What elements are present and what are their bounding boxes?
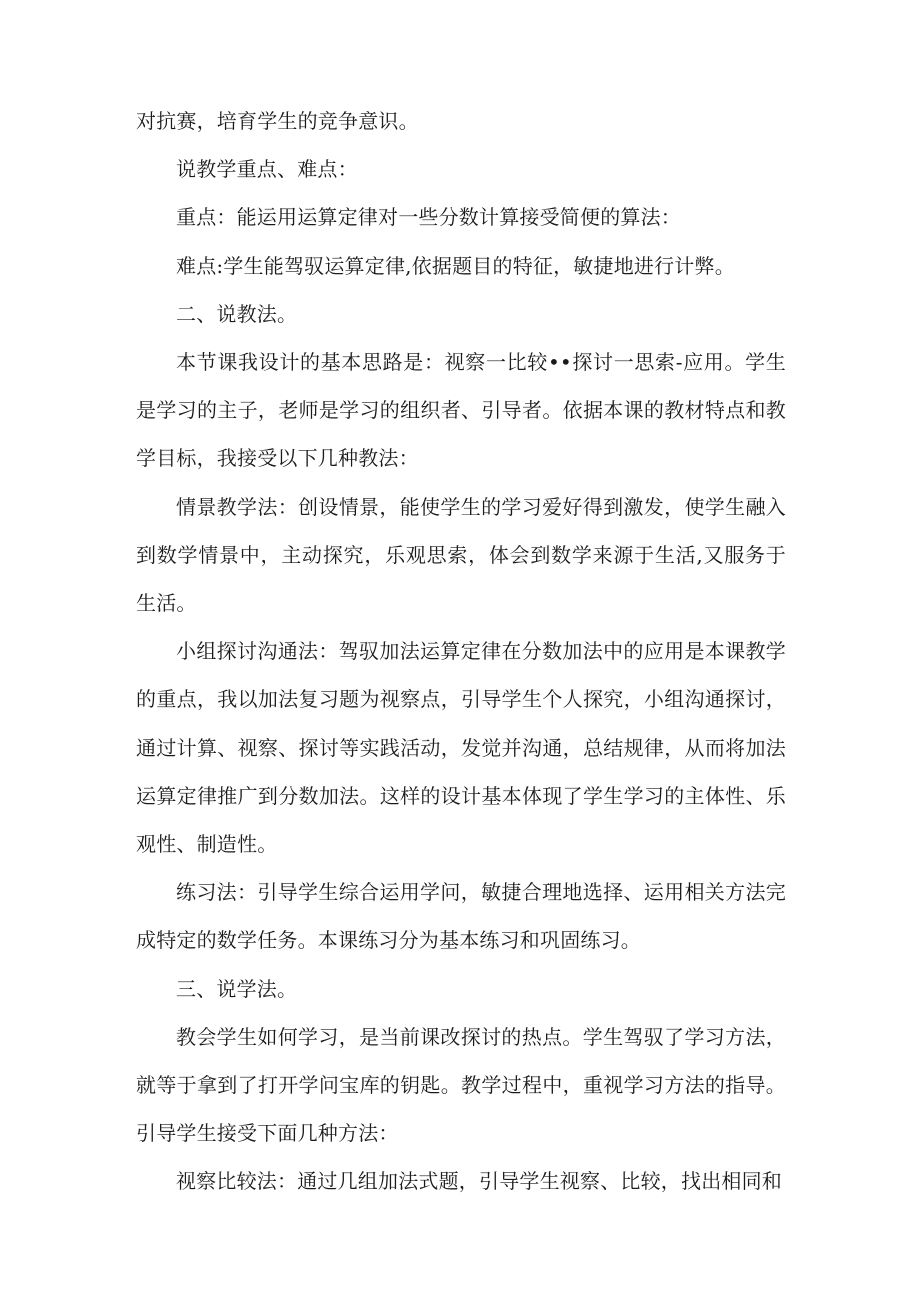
paragraph-observe-compare: 视察比较法：通过几组加法式题，引导学生视察、比较，找出相同和	[176, 1169, 782, 1194]
section-heading-learning-methods: 三、说学法。	[176, 976, 298, 1001]
paragraph-difficult-point: 难点:学生能驾驭运算定律,依据题目的特征，敏捷地进行计弊。	[176, 253, 735, 278]
paragraph-practice-method: 练习法：引导学生综合运用学问，敏捷合理地选择、运用相关方法完成特定的数学任务。本课练习分为基本练习和巩固练习。	[136, 880, 786, 953]
paragraph-group-discussion: 小组探讨沟通法：驾驭加法运算定律在分数加法中的应用是本课教学的重点，我以加法复习题为视察点，引导学生个人探究，小组沟通探讨，通过计算、视察、探讨等实践活动，发觉并沟通，总结规律，从而将加法运算定律推广到分数加法。这样的设计基本体现了学生学习的主体性、乐观性、制造性。	[136, 639, 786, 857]
document-body	[136, 97, 786, 1206]
paragraph-design-idea: 本节课我设计的基本思路是：视察一比较••探讨一思索-应用。学生是学习的主子，老师是学习的组织者、引导者。依据本课的教材特点和教学目标，我接受以下几种教法：	[136, 350, 786, 471]
paragraph-teach-learning: 教会学生如何学习，是当前课改探讨的热点。学生驾驭了学习方法，就等于拿到了打开学问宝库的钥匙。教学过程中，重视学习方法的指导。引导学生接受下面几种方法：	[136, 1024, 786, 1146]
paragraph-situational-teaching: 情景教学法：创设情景，能使学生的学习爱好得到激发，使学生融入到数学情景中，主动探究，乐观思索，体会到数学来源于生活,又服务于生活。	[136, 494, 786, 616]
paragraph-continuation: 对抗赛，培育学生的竞争意识。	[136, 109, 419, 133]
section-heading-key-points: 说教学重点、难点：	[176, 157, 358, 182]
section-heading-teaching-methods: 二、说教法。	[176, 301, 298, 326]
paragraph-key-point: 重点：能运用运算定律对一些分数计算接受简便的算法：	[176, 205, 681, 230]
